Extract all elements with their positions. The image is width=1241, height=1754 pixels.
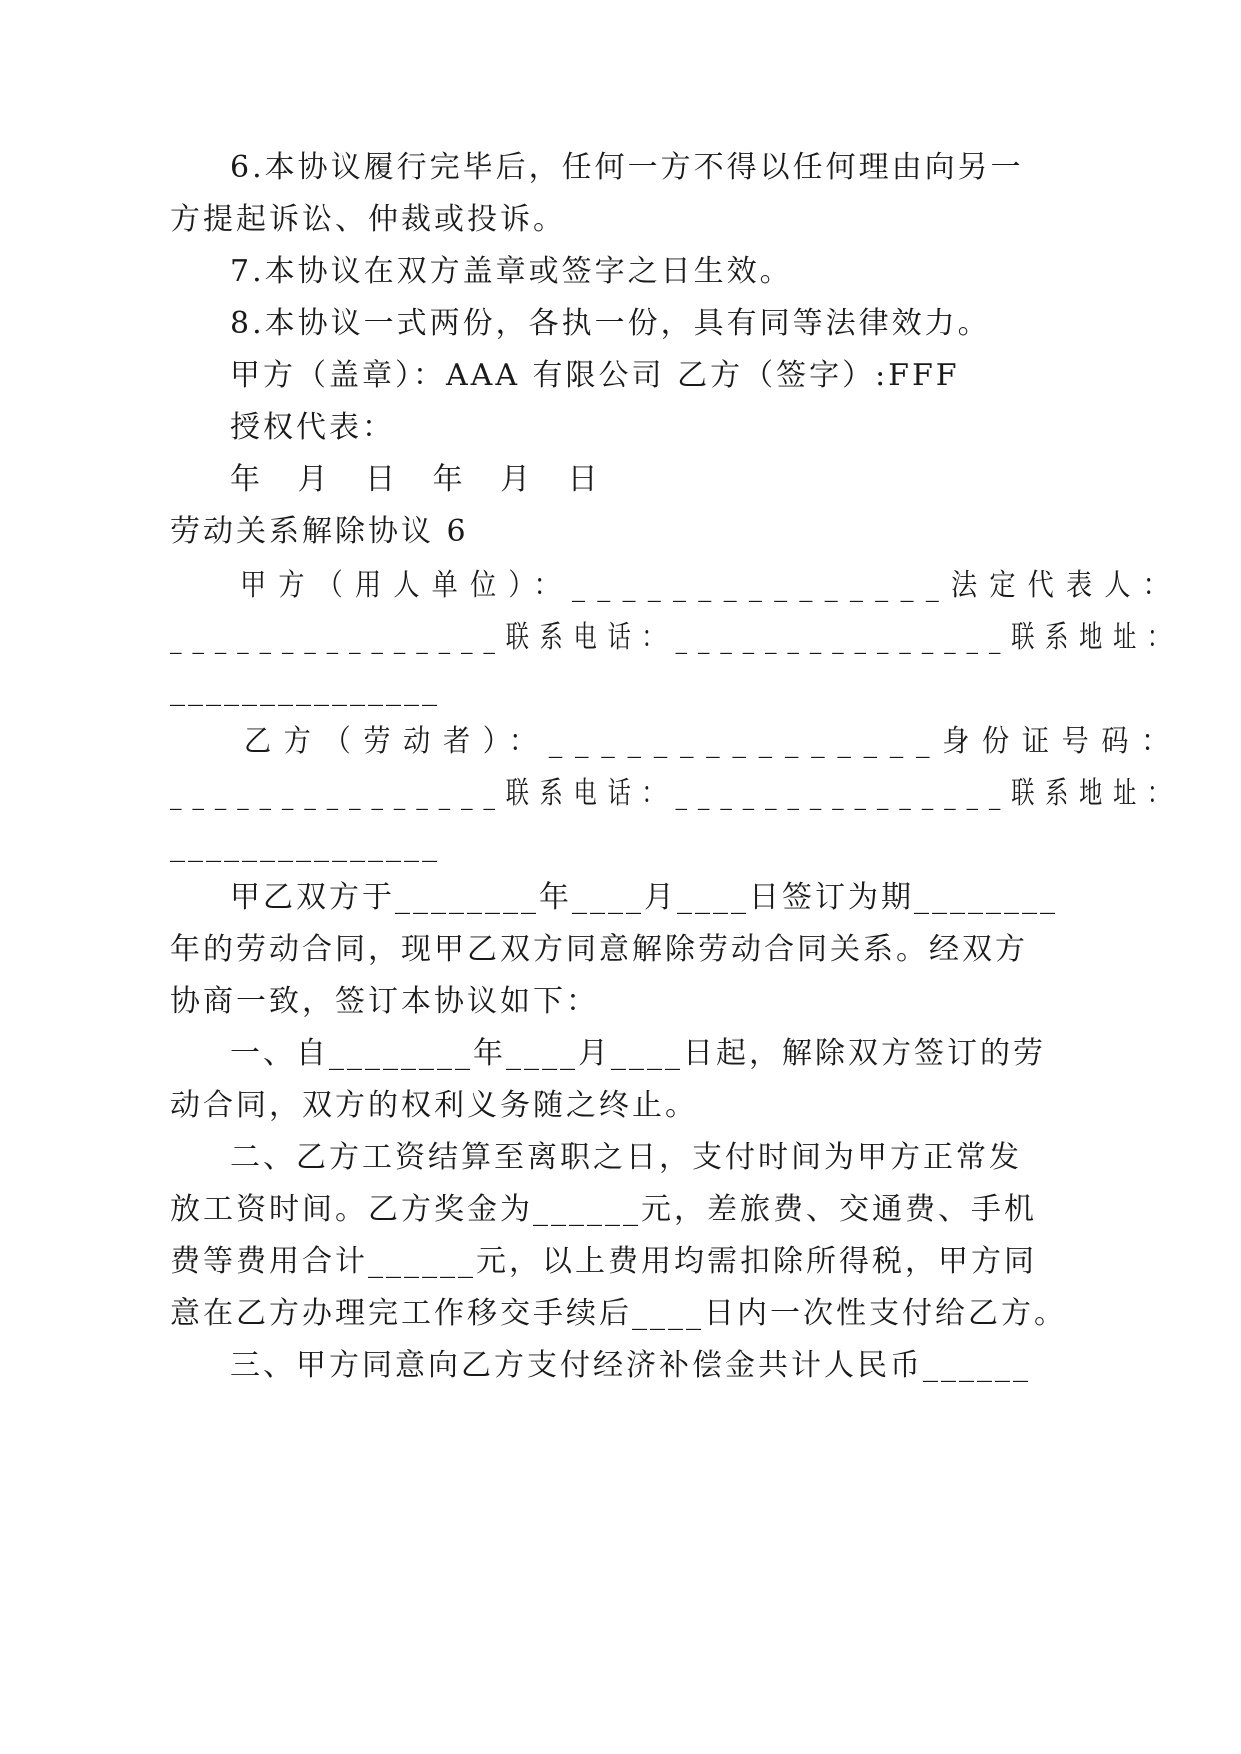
article-3-line-1: 三、甲方同意向乙方支付经济补偿金共计人民币______ bbox=[230, 1348, 1031, 1383]
section-title: 劳动关系解除协议 6 bbox=[170, 514, 469, 549]
clause-8: 8.本协议一式两份，各执一份，具有同等法律效力。 bbox=[230, 306, 991, 341]
preamble-line-1: 甲乙双方于________年____月____日签订为期________ bbox=[230, 880, 1058, 915]
article-2-line-3: 费等费用合计______元，以上费用均需扣除所得税，甲方同 bbox=[170, 1244, 1037, 1279]
signature-dates: 年 月 日 年 月 日 bbox=[230, 462, 612, 497]
party-a-info-line-1: 甲方（用人单位）：_______________法定代表人： bbox=[240, 568, 1181, 603]
article-1-line-2: 动合同，双方的权利义务随之终止。 bbox=[170, 1088, 698, 1123]
party-b-info-line-3: _______________ bbox=[170, 828, 440, 863]
party-a-info-line-2: _______________联系电话：_______________联系地址： bbox=[170, 620, 1181, 655]
article-1-line-1: 一、自________年____月____日起，解除双方签订的劳 bbox=[230, 1036, 1046, 1071]
party-b-info-line-1: 乙方（劳动者）：_______________身份证号码： bbox=[244, 724, 1181, 759]
authorized-representative: 授权代表： bbox=[230, 410, 395, 445]
preamble-line-2: 年的劳动合同，现甲乙双方同意解除劳动合同关系。经双方 bbox=[170, 932, 1028, 967]
signature-line-parties: 甲方（盖章）：AAA 有限公司 乙方（签字）:FFF bbox=[230, 358, 960, 393]
clause-7: 7.本协议在双方盖章或签字之日生效。 bbox=[230, 254, 793, 289]
clause-6-line-2: 方提起诉讼、仲裁或投诉。 bbox=[170, 202, 566, 237]
party-a-info-line-3: _______________ bbox=[170, 672, 440, 707]
article-2-line-4: 意在乙方办理完工作移交手续后____日内一次性支付给乙方。 bbox=[170, 1296, 1067, 1331]
clause-6-line-1: 6.本协议履行完毕后，任何一方不得以任何理由向另一 bbox=[230, 150, 1024, 185]
article-2-line-2: 放工资时间。乙方奖金为______元，差旅费、交通费、手机 bbox=[170, 1192, 1037, 1227]
article-2-line-1: 二、乙方工资结算至离职之日，支付时间为甲方正常发 bbox=[230, 1140, 1022, 1175]
preamble-line-3: 协商一致，签订本协议如下： bbox=[170, 984, 599, 1019]
party-b-info-line-2: _______________联系电话：_______________联系地址： bbox=[170, 776, 1181, 811]
